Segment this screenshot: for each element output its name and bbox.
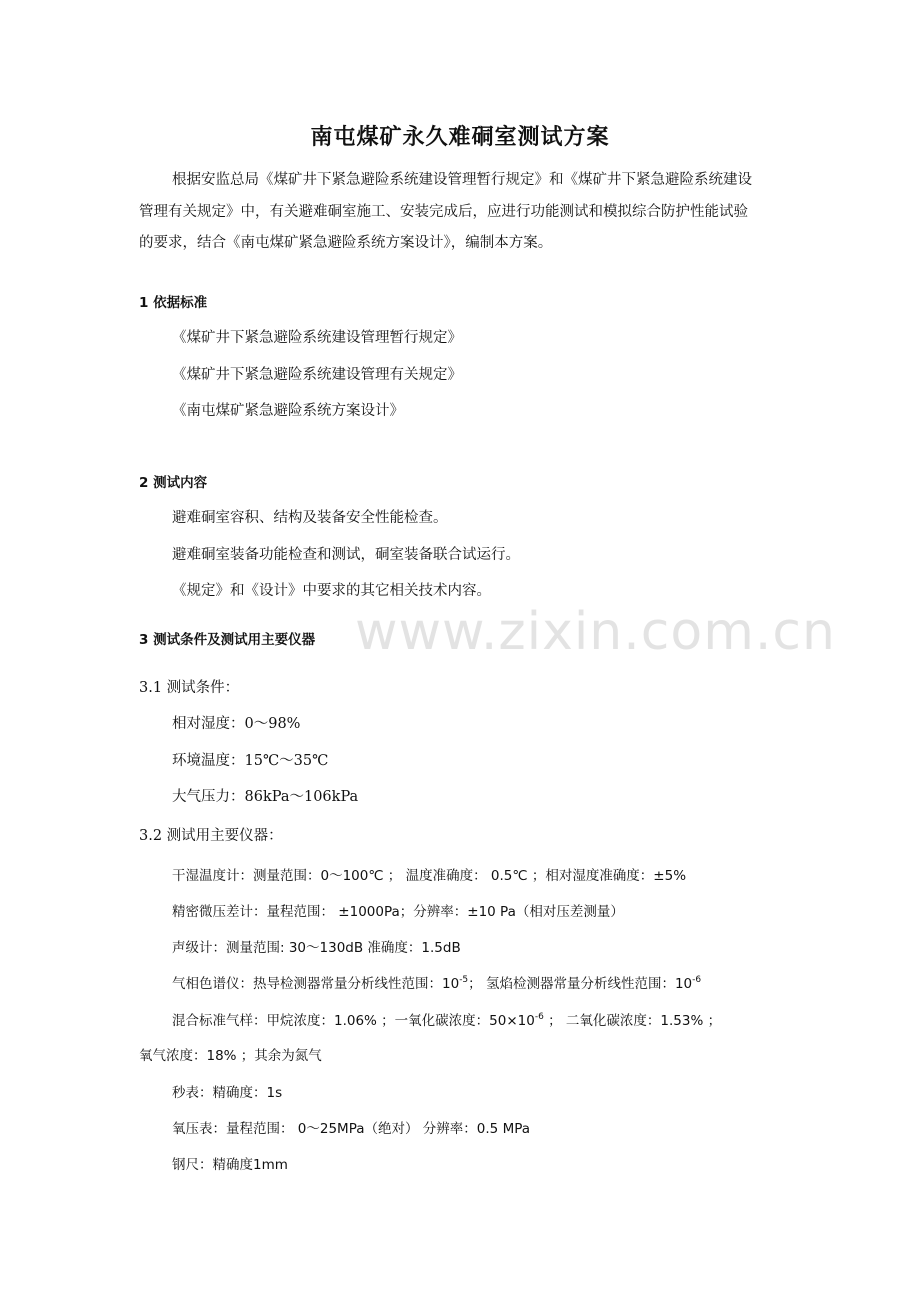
instrument-manometer: 精密微压差计：量程范围： ±1000Pa；分辨率：±10 Pa（相对压差测量） [172, 904, 624, 920]
section-3-heading: 3 测试条件及测试用主要仪器 [139, 632, 316, 648]
standard-item: 《煤矿井下紧急避险系统建设管理暂行规定》 [172, 330, 462, 346]
instrument-oxygen-gauge: 氧压表：量程范围： 0～25MPa（绝对） 分辨率：0.5 MPa [172, 1121, 531, 1137]
gc-fid-exponent: -6 [692, 975, 702, 985]
instrument-standard-gas [172, 1011, 721, 1031]
test-content-item: 避难硐室装备功能检查和测试，硐室装备联合试运行。 [172, 547, 520, 563]
gc-fid-text: ； 氢焰检测器常量分析线性范围：10 [468, 976, 693, 992]
subsection-3-2-heading: 3.2 测试用主要仪器： [139, 828, 283, 844]
watermark: www.zixin.com.cn [355, 602, 836, 662]
standard-gas-text-2: ； 二氧化碳浓度：1.53% ； [543, 1013, 722, 1029]
standard-gas-text: 混合标准气样：甲烷浓度：1.06% ；一氧化碳浓度：50×10 [172, 1013, 535, 1029]
document-title: 南屯煤矿永久难硐室测试方案 [310, 124, 610, 150]
standard-gas-exponent: -6 [534, 1012, 544, 1022]
gc-tcd-exponent: -5 [459, 975, 469, 985]
intro-line-3: 的要求，结合《南屯煤矿紧急避险系统方案设计》，编制本方案。 [139, 235, 553, 251]
gc-tcd-text: 气相色谱仪：热导检测器常量分析线性范围：10 [172, 976, 460, 992]
standard-item: 《煤矿井下紧急避险系统建设管理有关规定》 [172, 367, 462, 383]
instrument-stopwatch: 秒表：精确度：1s [172, 1085, 283, 1101]
test-content-item: 《规定》和《设计》中要求的其它相关技术内容。 [172, 583, 491, 599]
standard-item: 《南屯煤矿紧急避险系统方案设计》 [172, 403, 404, 419]
test-content-item: 避难硐室容积、结构及装备安全性能检查。 [172, 510, 448, 526]
condition-item: 相对湿度：0～98% [172, 716, 301, 732]
intro-line-2: 管理有关规定》中，有关避难硐室施工、安装完成后，应进行功能测试和模拟综合防护性能试验 [139, 204, 748, 220]
instrument-gas-chromatograph [172, 974, 701, 994]
instrument-standard-gas-cont: 氧气浓度：18% ；其余为氮气 [139, 1048, 322, 1064]
section-2-heading: 2 测试内容 [139, 475, 208, 491]
instrument-hygrometer: 干湿温度计：测量范围：0～100℃ ； 温度准确度： 0.5℃ ；相对湿度准确度：±5% [172, 868, 687, 884]
subsection-3-1-heading: 3.1 测试条件： [139, 680, 240, 696]
intro-line-1: 根据安监总局《煤矿井下紧急避险系统建设管理暂行规定》和《煤矿井下紧急避险系统建设 [172, 172, 752, 188]
instrument-steel-ruler: 钢尺：精确度1mm [172, 1157, 288, 1173]
condition-item: 环境温度：15℃～35℃ [172, 753, 329, 769]
instrument-sound-meter: 声级计：测量范围: 30～130dB 准确度：1.5dB [172, 940, 461, 956]
condition-item: 大气压力：86kPa～106kPa [172, 789, 359, 805]
section-1-heading: 1 依据标准 [139, 295, 208, 311]
